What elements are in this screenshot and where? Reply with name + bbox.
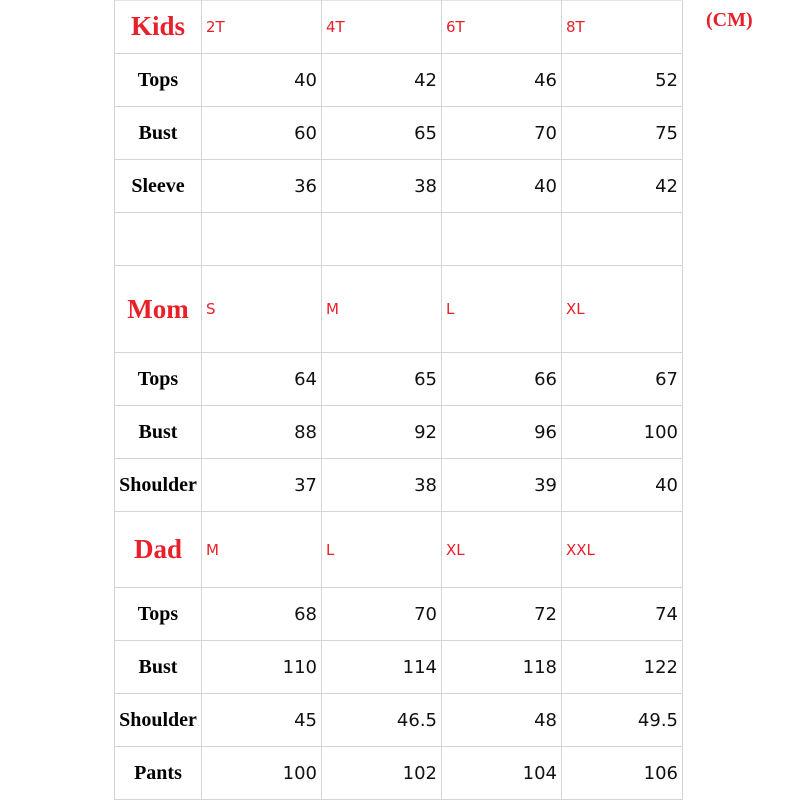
table-cell: 100 xyxy=(643,421,678,443)
table-row xyxy=(115,747,682,800)
table-row xyxy=(115,459,682,512)
table-cell: 40 xyxy=(442,160,562,212)
size-label: S xyxy=(202,266,322,352)
size-label: M xyxy=(202,512,322,587)
empty-cell xyxy=(202,213,322,265)
section-title: Dad xyxy=(115,512,202,587)
empty-cell xyxy=(442,213,562,265)
table-cell: 46 xyxy=(442,54,562,106)
size-label: 8T xyxy=(566,17,585,36)
empty-cell xyxy=(322,213,442,265)
table-row xyxy=(115,588,682,641)
table-cell: 122 xyxy=(643,656,678,678)
table-cell: 96 xyxy=(442,406,562,458)
table-row xyxy=(115,406,682,459)
table-cell: 106 xyxy=(643,762,678,784)
table-cell: 60 xyxy=(202,107,322,159)
table-cell: 70 xyxy=(442,107,562,159)
table-row xyxy=(115,160,682,213)
section-title: Mom xyxy=(115,266,202,352)
table-cell: 67 xyxy=(655,368,678,390)
size-label: L xyxy=(322,512,442,587)
size-table xyxy=(114,0,683,800)
measure-label: Bust xyxy=(115,107,202,159)
table-cell: 114 xyxy=(322,641,442,693)
table-cell: 64 xyxy=(202,353,322,405)
section-header-kids xyxy=(115,0,682,54)
table-cell: 40 xyxy=(202,54,322,106)
empty-cell xyxy=(562,213,682,265)
size-label: XL xyxy=(442,512,562,587)
section-title: Kids xyxy=(115,0,202,53)
table-row xyxy=(115,353,682,406)
size-label: 6T xyxy=(442,0,562,53)
size-label: 4T xyxy=(322,0,442,53)
table-cell: 45 xyxy=(202,694,322,746)
table-cell: 74 xyxy=(655,603,678,625)
table-cell: 88 xyxy=(202,406,322,458)
measure-label: Tops xyxy=(115,353,202,405)
measure-label: Bust xyxy=(115,406,202,458)
size-label: XL xyxy=(566,300,585,318)
section-header-mom xyxy=(115,266,682,353)
table-cell: 70 xyxy=(322,588,442,640)
table-cell: 92 xyxy=(322,406,442,458)
measure-label: Tops xyxy=(115,54,202,106)
table-row xyxy=(115,107,682,160)
measure-label: Shoulder xyxy=(115,459,202,511)
measure-label: Bust xyxy=(115,641,202,693)
table-cell: 68 xyxy=(202,588,322,640)
table-cell: 118 xyxy=(442,641,562,693)
table-row xyxy=(115,694,682,747)
unit-label: (CM) xyxy=(706,9,753,31)
table-cell: 110 xyxy=(202,641,322,693)
table-cell: 100 xyxy=(202,747,322,799)
measure-label: Pants xyxy=(115,747,202,799)
table-cell: 38 xyxy=(322,459,442,511)
table-cell: 65 xyxy=(322,107,442,159)
table-cell: 42 xyxy=(655,175,678,197)
table-cell: 72 xyxy=(442,588,562,640)
table-cell: 49.5 xyxy=(637,709,678,731)
empty-cell xyxy=(115,213,202,265)
table-cell: 104 xyxy=(442,747,562,799)
section-header-dad xyxy=(115,512,682,588)
table-cell: 46.5 xyxy=(322,694,442,746)
table-cell: 38 xyxy=(322,160,442,212)
measure-label: Sleeve xyxy=(115,160,202,212)
spacer-row xyxy=(115,213,682,266)
size-label: XXL xyxy=(566,540,595,559)
table-cell: 42 xyxy=(322,54,442,106)
table-row xyxy=(115,641,682,694)
table-cell: 36 xyxy=(202,160,322,212)
measure-label: Shoulder xyxy=(115,694,202,746)
table-cell: 66 xyxy=(442,353,562,405)
size-label: L xyxy=(442,266,562,352)
table-row xyxy=(115,54,682,107)
table-cell: 48 xyxy=(442,694,562,746)
table-cell: 102 xyxy=(322,747,442,799)
table-cell: 65 xyxy=(322,353,442,405)
table-cell: 37 xyxy=(202,459,322,511)
measure-label: Tops xyxy=(115,588,202,640)
table-cell: 75 xyxy=(655,122,678,144)
table-cell: 39 xyxy=(442,459,562,511)
table-cell: 40 xyxy=(655,474,678,496)
size-label: 2T xyxy=(202,0,322,53)
table-cell: 52 xyxy=(655,69,678,91)
size-label: M xyxy=(322,266,442,352)
